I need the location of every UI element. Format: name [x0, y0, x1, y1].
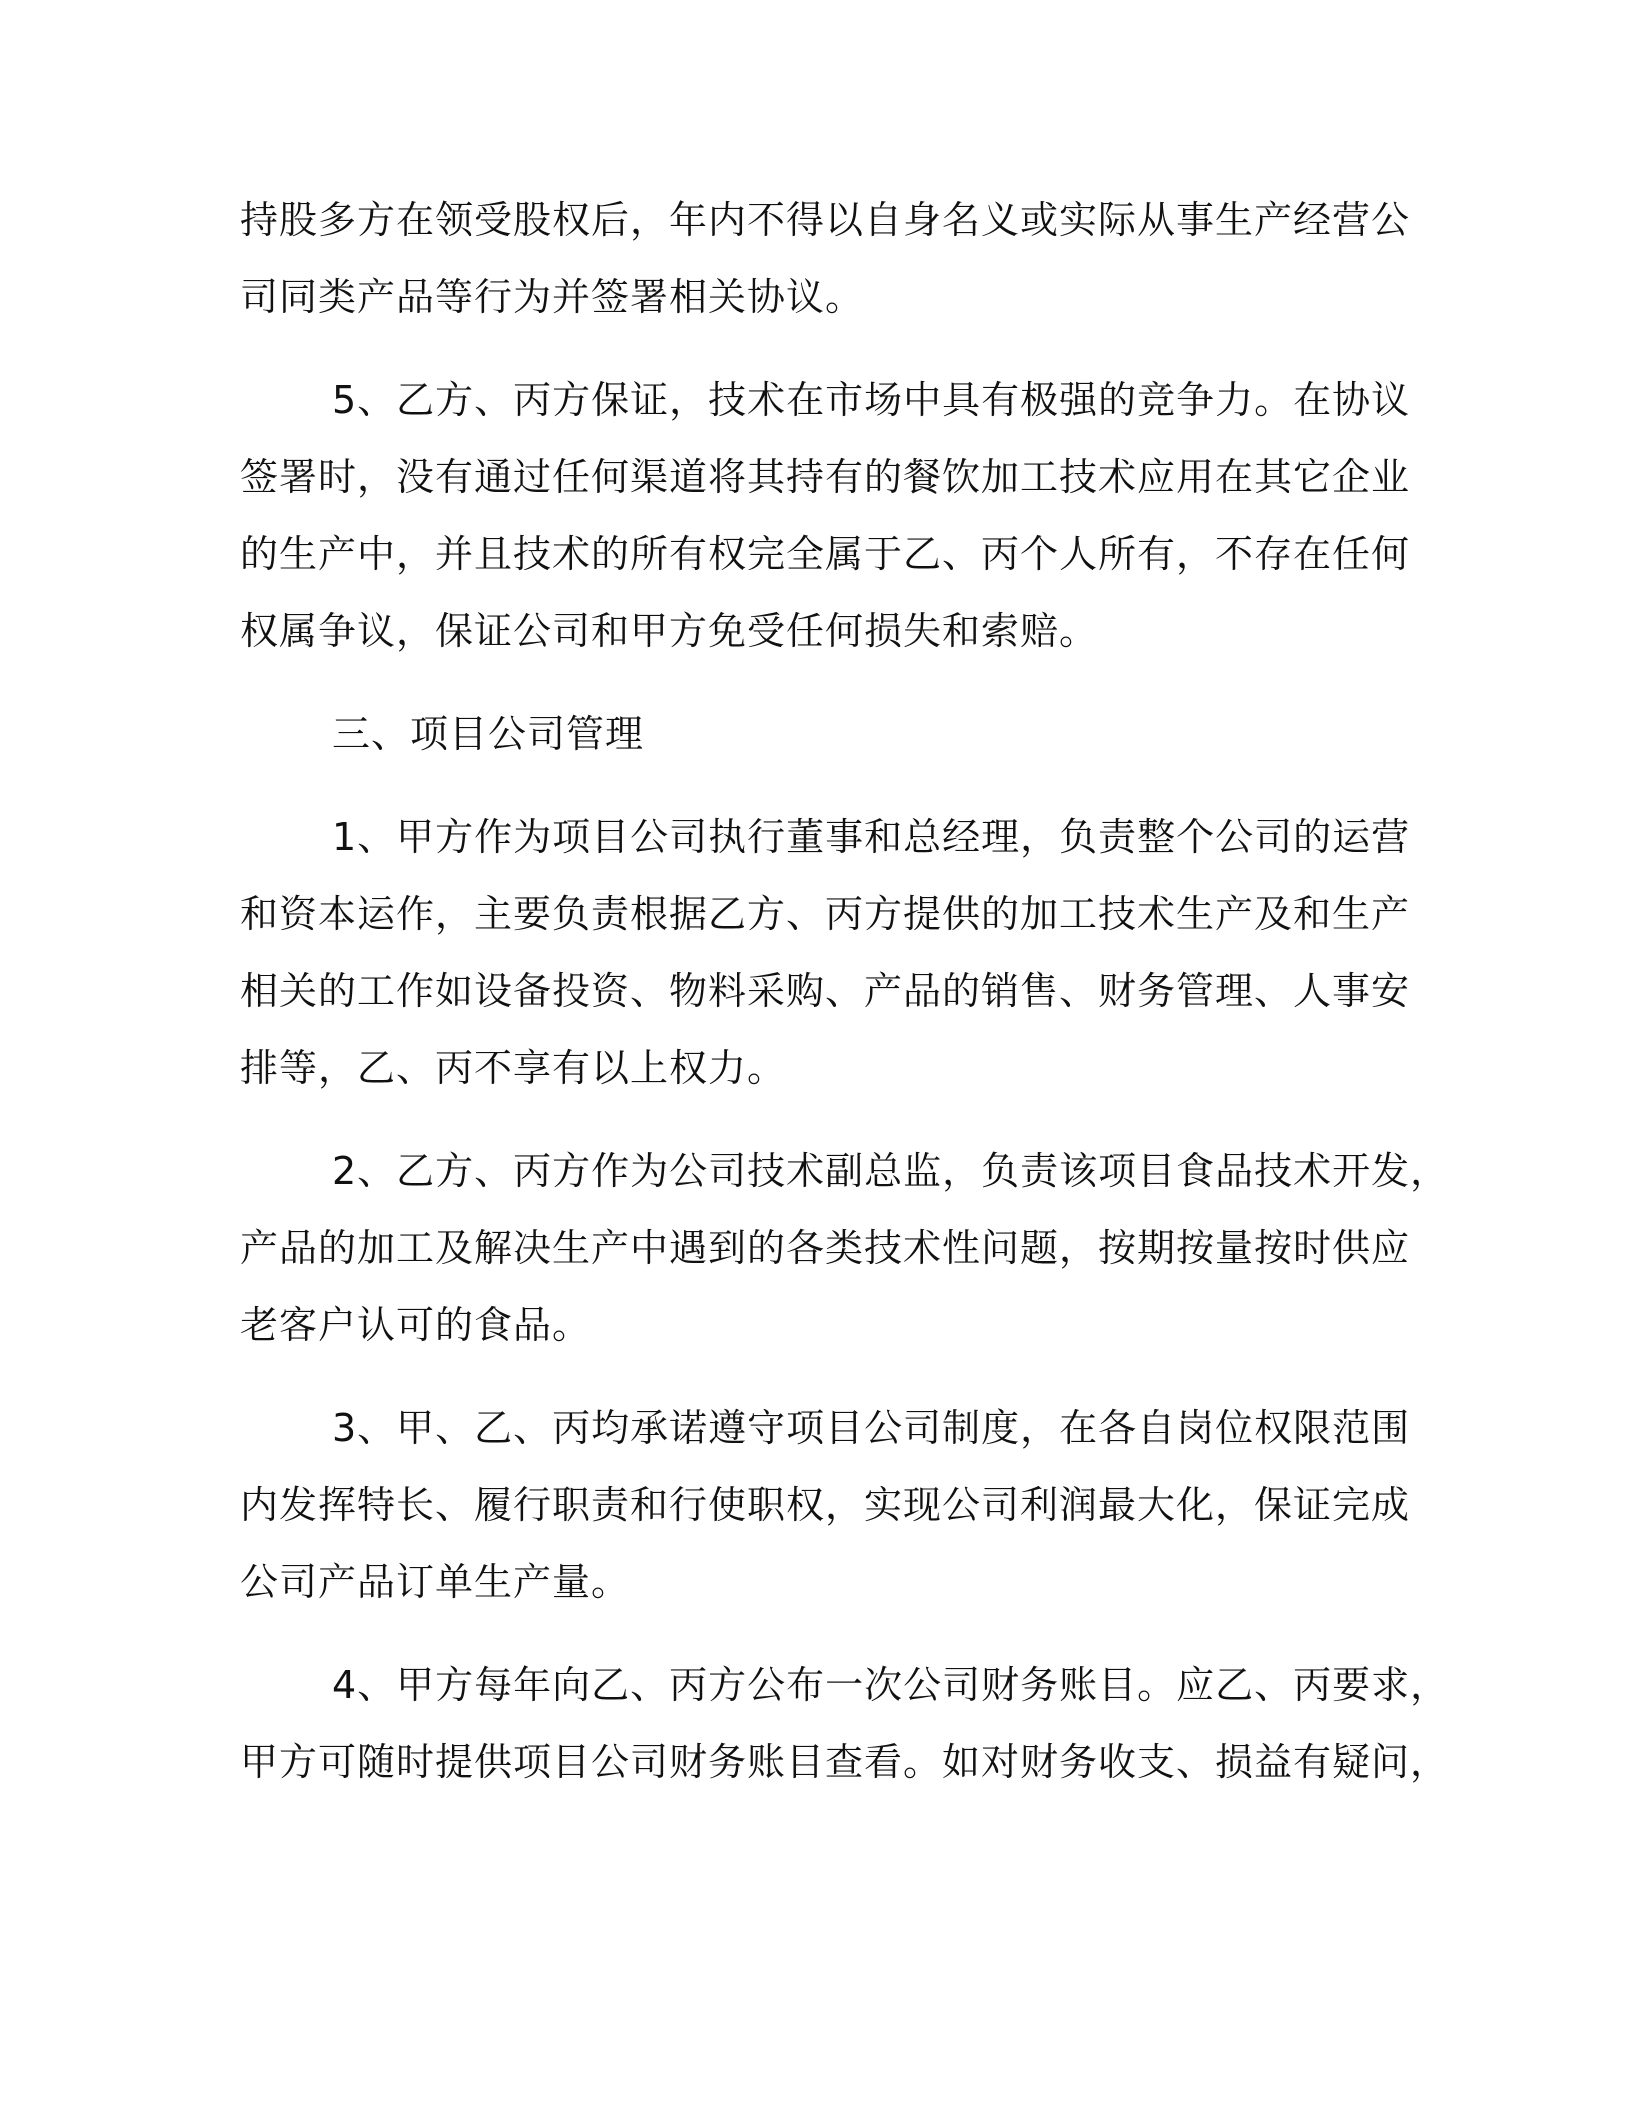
- text-line: 老客户认可的食品。: [240, 1303, 592, 1347]
- paragraph-clause-5-technology-guarantee: [240, 362, 1411, 670]
- section-heading-project-management: [240, 696, 1390, 773]
- text-line: 的生产中，并且技术的所有权完全属于乙、丙个人所有，不存在任何: [240, 532, 1411, 576]
- section-heading-text: 三、项目公司管理: [332, 712, 645, 756]
- document-body: [240, 182, 1450, 1827]
- text-line: 相关的工作如设备投资、物料采购、产品的销售、财务管理、人事安: [240, 969, 1411, 1013]
- paragraph-clause-3-compliance: [240, 1390, 1411, 1621]
- text-line: 司同类产品等行为并签署相关协议。: [240, 275, 865, 319]
- text-line: 2、乙方、丙方作为公司技术副总监，负责该项目食品技术开发，: [332, 1149, 1450, 1193]
- text-line: 公司产品订单生产量。: [240, 1560, 631, 1604]
- text-line: 3、甲、乙、丙均承诺遵守项目公司制度，在各自岗位权限范围: [332, 1406, 1411, 1450]
- text-line: 权属争议，保证公司和甲方免受任何损失和索赔。: [240, 609, 1099, 653]
- paragraph-clause-4-financial-disclosure: [240, 1647, 1450, 1801]
- text-line: 产品的加工及解决生产中遇到的各类技术性问题，按期按量按时供应: [240, 1226, 1411, 1270]
- text-line: 5、乙方、丙方保证，技术在市场中具有极强的竞争力。在协议: [332, 378, 1411, 422]
- text-line: 甲方可随时提供项目公司财务账目查看。如对财务收支、损益有疑问，: [240, 1740, 1450, 1784]
- paragraph-clause-1-party-a-role: [240, 799, 1411, 1107]
- text-line: 持股多方在领受股权后，年内不得以自身名义或实际从事生产经营公: [240, 198, 1411, 242]
- text-line: 内发挥特长、履行职责和行使职权，实现公司利润最大化，保证完成: [240, 1483, 1411, 1527]
- text-line: 签署时，没有通过任何渠道将其持有的餐饮加工技术应用在其它企业: [240, 455, 1411, 499]
- text-line: 1、甲方作为项目公司执行董事和总经理，负责整个公司的运营: [332, 815, 1411, 859]
- paragraph-clause-2-party-bc-role: [240, 1133, 1450, 1364]
- text-line: 和资本运作，主要负责根据乙方、丙方提供的加工技术生产及和生产: [240, 892, 1411, 936]
- text-line: 排等，乙、丙不享有以上权力。: [240, 1046, 787, 1090]
- paragraph-equity-restriction-continued: [240, 182, 1411, 336]
- text-line: 4、甲方每年向乙、丙方公布一次公司财务账目。应乙、丙要求，: [332, 1663, 1450, 1707]
